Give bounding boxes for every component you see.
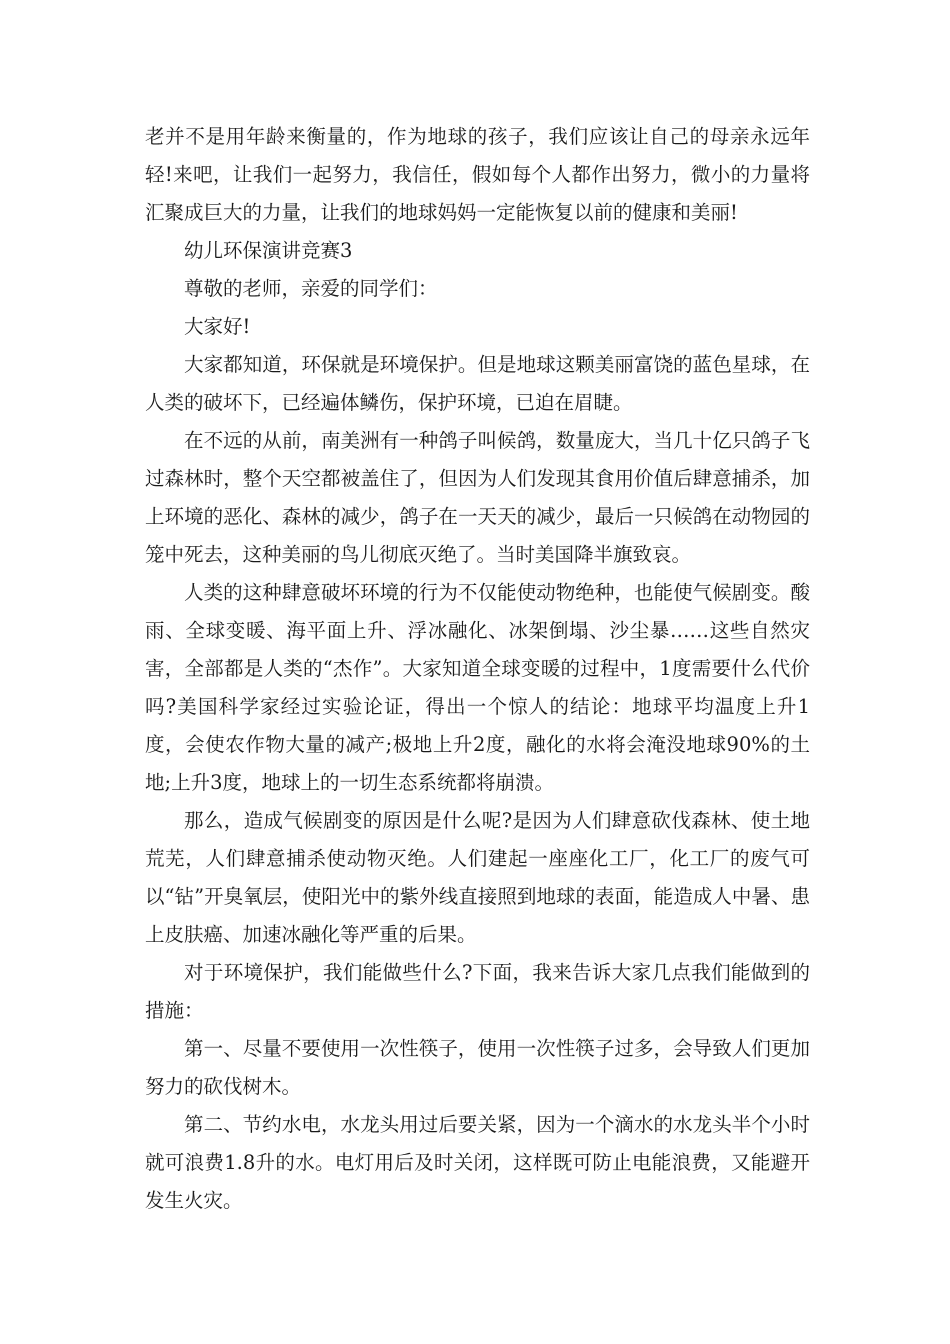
paragraph-causes: 那么，造成气候剧变的原因是什么呢?是因为人们肆意砍伐森林、使土地荒芜，人们肆意捕杀使动物灭绝。人们建起一座座化工厂，化工厂的废气可以“钻”开臭氧层，使阳光中的紫外线直接照到地球的表面，能造成人中暑、患上皮肤癌、加速冰融化等严重的后果。: [145, 809, 810, 946]
paragraph-passenger-pigeon: 在不远的从前，南美洲有一种鸽子叫候鸽，数量庞大，当几十亿只鸽子飞过森林时，整个天空都被盖住了，但因为人们发现其食用价值后肆意捕杀，加上环境的恶化、森林的减少，鸽子在一天天的减少，最后一只候鸽在动物园的笼中死去，这种美丽的鸟儿彻底灭绝了。当时美国降半旗致哀。: [145, 429, 810, 566]
greeting: 大家好!: [184, 315, 251, 338]
paragraph-measures-intro: 对于环境保护，我们能做些什么?下面，我来告诉大家几点我们能做到的措施：: [145, 961, 810, 1022]
paragraph-continuation: 老并不是用年龄来衡量的，作为地球的孩子，我们应该让自己的母亲永远年轻!来吧，让我们一起努力，我信任，假如每个人都作出努力，微小的力量将汇聚成巨大的力量，让我们的地球妈妈一定能恢复以前的健康和美丽!: [145, 125, 810, 224]
paragraph-measure-1: 第一、尽量不要使用一次性筷子，使用一次性筷子过多，会导致人们更加努力的砍伐树木。: [145, 1037, 810, 1098]
document-body: [145, 118, 810, 1220]
paragraph-climate-change: 人类的这种肆意破坏环境的行为不仅能使动物绝种，也能使气候剧变。酸雨、全球变暖、海平面上升、浮冰融化、冰架倒塌、沙尘暴……这些自然灾害，全部都是人类的“杰作”。大家知道全球变暖的过程中，1度需要什么代价吗?美国科学家经过实验论证，得出一个惊人的结论：地球平均温度上升1度，会使农作物大量的减产;极地上升2度，融化的水将会淹没地球90%的土地;上升3度，地球上的一切生态系统都将崩溃。: [145, 581, 810, 794]
salutation: 尊敬的老师，亲爱的同学们：: [184, 277, 438, 300]
paragraph-measure-2: 第二、节约水电，水龙头用过后要关紧，因为一个滴水的水龙头半个小时就可浪费1.8升的水。电灯用后及时关闭，这样既可防止电能浪费，又能避开发生火灾。: [145, 1113, 810, 1212]
section-title: 幼儿环保演讲竞赛3: [184, 239, 353, 262]
paragraph-intro: 大家都知道，环保就是环境保护。但是地球这颗美丽富饶的蓝色星球，在人类的破坏下，已经遍体鳞伤，保护环境，已迫在眉睫。: [145, 353, 810, 414]
